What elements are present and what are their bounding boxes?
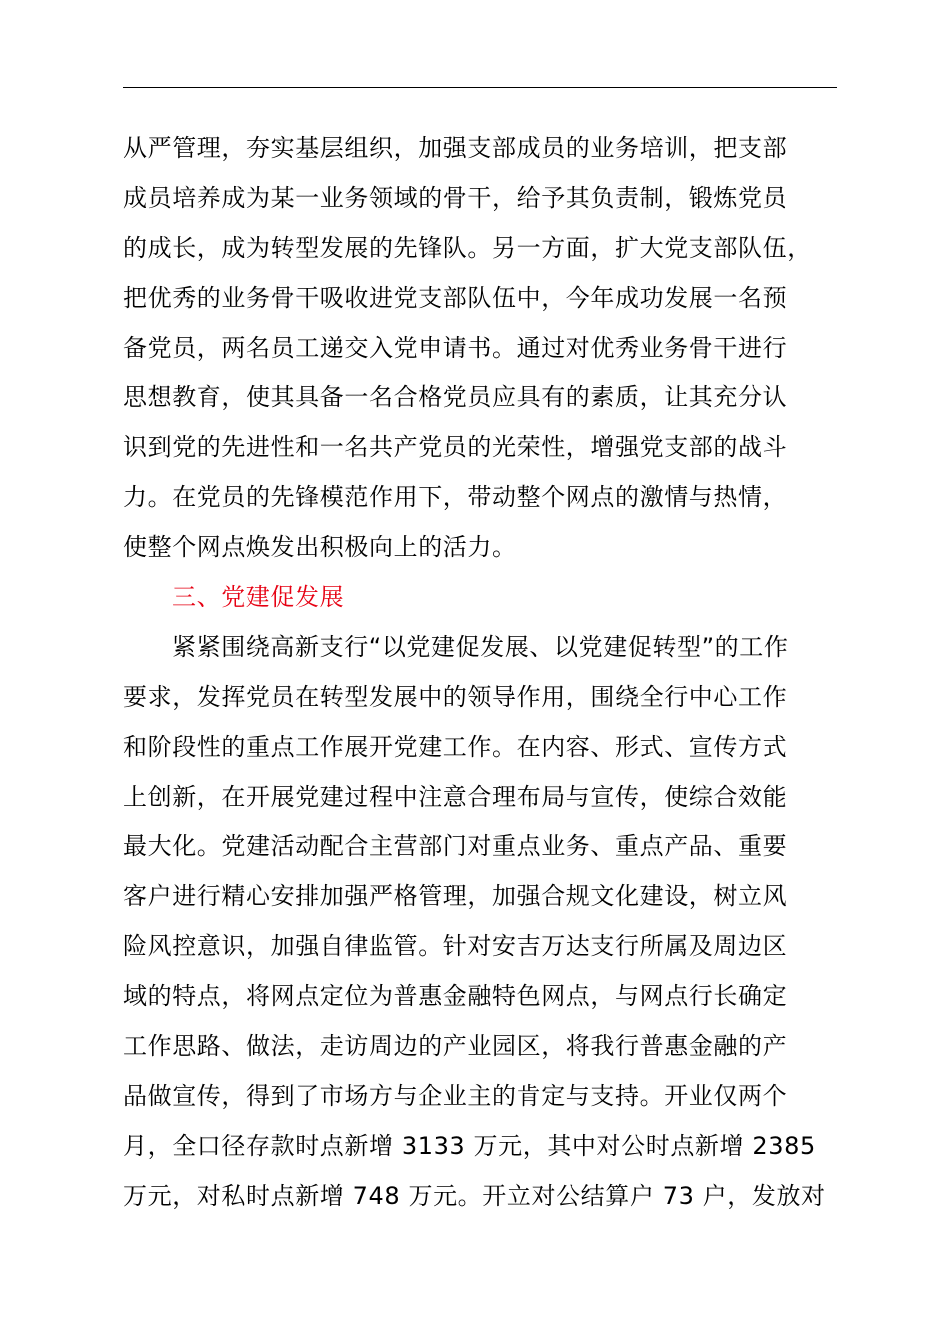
paragraph-line: 紧紧围绕高新支行“以党建促发展、以党建促转型”的工作: [172, 632, 789, 661]
paragraph-line: 使整个网点焕发出积极向上的活力。: [123, 533, 517, 562]
paragraph-line: 力。在党员的先锋模范作用下，带动整个网点的激情与热情，: [123, 483, 788, 512]
paragraph-line: 成员培养成为某一业务领域的骨干，给予其负责制，锻炼党员: [123, 183, 788, 212]
paragraph-line: 品做宣传，得到了市场方与企业主的肯定与支持。开业仅两个: [123, 1081, 788, 1110]
document-body: [123, 124, 883, 1222]
paragraph-line: 从严管理，夯实基层组织，加强支部成员的业务培训，把支部: [123, 134, 788, 162]
paragraph-line: 域的特点，将网点定位为普惠金融特色网点，与网点行长确定: [123, 982, 788, 1011]
paragraph-line: 和阶段性的重点工作展开党建工作。在内容、形式、宣传方式: [123, 732, 788, 761]
paragraph-line: 万元，对私时点新增 748 万元。开立对公结算户 73 户，发放对: [123, 1181, 826, 1210]
paragraph-line: 识到党的先进性和一名共产党员的光荣性，增强党支部的战斗: [123, 433, 788, 462]
paragraph-line: 最大化。党建活动配合主营部门对重点业务、重点产品、重要: [123, 832, 788, 861]
paragraph-line: 备党员，两名员工递交入党申请书。通过对优秀业务骨干进行: [123, 333, 788, 362]
paragraph-line: 思想教育，使其具备一名合格党员应具有的素质，让其充分认: [123, 383, 788, 412]
paragraph-line: 的成长，成为转型发展的先锋队。另一方面，扩大党支部队伍，: [123, 233, 812, 262]
section-heading: 三、党建促发展: [172, 583, 345, 612]
paragraph-line: 月，全口径存款时点新增 3133 万元，其中对公时点新增 2385: [123, 1131, 816, 1160]
paragraph-line: 把优秀的业务骨干吸收进党支部队伍中，今年成功发展一名预: [123, 283, 788, 312]
paragraph-line: 险风控意识，加强自律监管。针对安吉万达支行所属及周边区: [123, 932, 788, 961]
paragraph-line: 要求，发挥党员在转型发展中的领导作用，围绕全行中心工作: [123, 682, 788, 711]
paragraph-line: 客户进行精心安排加强严格管理，加强合规文化建设，树立风: [123, 882, 788, 911]
paragraph-line: 上创新，在开展党建过程中注意合理布局与宣传，使综合效能: [123, 782, 788, 811]
paragraph-line: 工作思路、做法，走访周边的产业园区，将我行普惠金融的产: [123, 1032, 788, 1061]
header-rule: [123, 87, 837, 88]
